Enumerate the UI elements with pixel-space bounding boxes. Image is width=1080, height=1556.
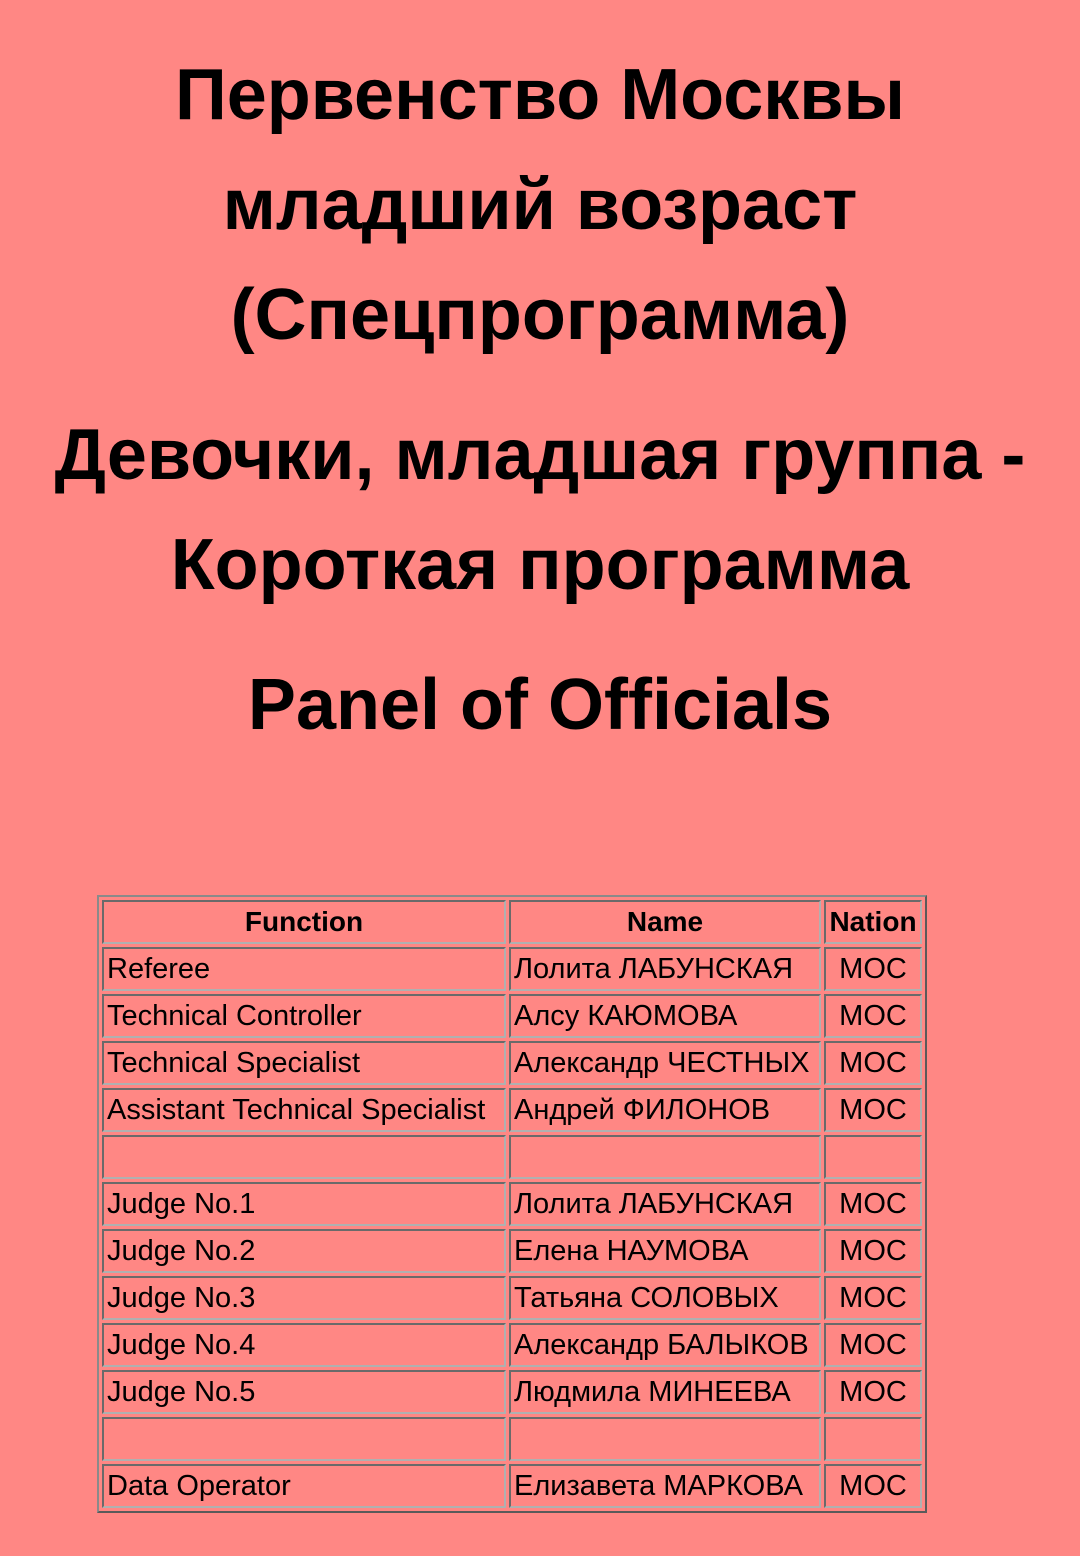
- name-cell: Лолита ЛАБУНСКАЯ: [509, 1182, 821, 1226]
- name-cell: [509, 1135, 821, 1179]
- table-row: [102, 1182, 922, 1226]
- table-row-empty: [102, 1135, 922, 1179]
- nation-cell: MOC: [824, 1370, 922, 1414]
- nation-cell: MOC: [824, 1182, 922, 1226]
- function-cell: Judge No.1: [102, 1182, 506, 1226]
- table-row: [102, 1229, 922, 1273]
- panel-title: Panel of Officials: [247, 665, 833, 745]
- name-cell: [509, 1417, 821, 1461]
- function-cell: Data Operator: [102, 1464, 506, 1508]
- column-header-nation: Nation: [824, 900, 922, 944]
- function-cell: Judge No.3: [102, 1276, 506, 1320]
- category-title: Девочки, младшая группа - Короткая программа: [54, 415, 1026, 605]
- table-row-empty: [102, 1417, 922, 1461]
- function-cell: Technical Specialist: [102, 1041, 506, 1085]
- table-row: [102, 1323, 922, 1367]
- nation-cell: MOC: [824, 947, 922, 991]
- function-cell: [102, 1417, 506, 1461]
- table-row: [102, 1276, 922, 1320]
- table-row: [102, 1088, 922, 1132]
- page-headings: [35, 0, 1045, 760]
- nation-cell: MOC: [824, 1088, 922, 1132]
- nation-cell: MOC: [824, 1464, 922, 1508]
- function-cell: Assistant Technical Specialist: [102, 1088, 506, 1132]
- name-cell: Елена НАУМОВА: [509, 1229, 821, 1273]
- name-cell: Александр ЧЕСТНЫХ: [509, 1041, 821, 1085]
- nation-cell: [824, 1135, 922, 1179]
- nation-cell: MOC: [824, 1276, 922, 1320]
- nation-cell: MOC: [824, 1323, 922, 1367]
- event-title: Первенство Москвы младший возраст (Спецпрограмма): [174, 55, 906, 355]
- name-cell: Елизавета МАРКОВА: [509, 1464, 821, 1508]
- table-row: [102, 1041, 922, 1085]
- function-cell: Judge No.2: [102, 1229, 506, 1273]
- officials-table: [97, 895, 927, 1513]
- name-cell: Александр БАЛЫКОВ: [509, 1323, 821, 1367]
- name-cell: Татьяна СОЛОВЫХ: [509, 1276, 821, 1320]
- table-row: [102, 1464, 922, 1508]
- function-cell: Judge No.5: [102, 1370, 506, 1414]
- name-cell: Людмила МИНЕЕВА: [509, 1370, 821, 1414]
- nation-cell: MOC: [824, 994, 922, 1038]
- name-cell: Андрей ФИЛОНОВ: [509, 1088, 821, 1132]
- function-cell: [102, 1135, 506, 1179]
- column-header-function: Function: [102, 900, 506, 944]
- table-header-row: [102, 900, 922, 944]
- function-cell: Referee: [102, 947, 506, 991]
- function-cell: Judge No.4: [102, 1323, 506, 1367]
- table-row: [102, 1370, 922, 1414]
- name-cell: Лолита ЛАБУНСКАЯ: [509, 947, 821, 991]
- nation-cell: MOC: [824, 1229, 922, 1273]
- function-cell: Technical Controller: [102, 994, 506, 1038]
- nation-cell: [824, 1417, 922, 1461]
- table-row: [102, 947, 922, 991]
- name-cell: Алсу КАЮМОВА: [509, 994, 821, 1038]
- column-header-name: Name: [509, 900, 821, 944]
- table-row: [102, 994, 922, 1038]
- nation-cell: MOC: [824, 1041, 922, 1085]
